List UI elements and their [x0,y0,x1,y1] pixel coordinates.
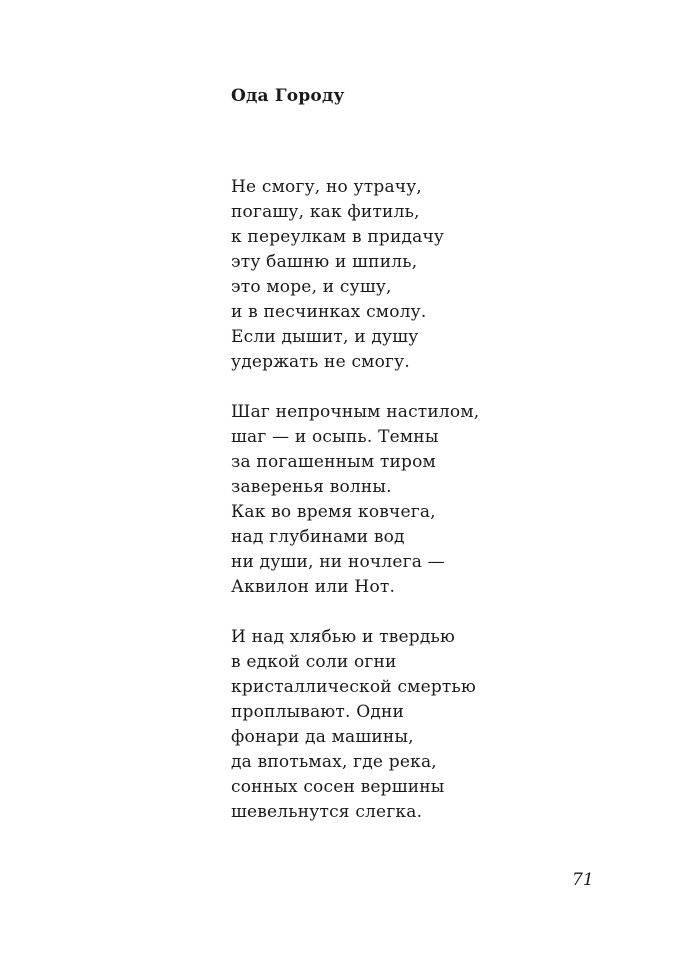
poem-line: Аквилон или Нот. [231,577,396,597]
poem-line: к переулкам в придачу [231,227,445,247]
poem-line: удержать не смогу. [231,352,410,372]
poem-line: проплывают. Одни [231,702,405,722]
poem-line: погашу, как фитиль, [231,202,420,222]
poem-line: в едкой соли огни [231,652,397,672]
poem-line: Как во время ковчега, [231,502,436,522]
poem-line: это море, и сушу, [231,277,392,297]
poem-line: заверенья волны. [231,477,392,497]
poem-line: да впотьмах, где река, [231,752,437,772]
poem-line: за погашенным тиром [231,452,436,472]
poem-line: над глубинами вод [231,527,405,547]
poem-line: Не смогу, но утрачу, [231,177,423,197]
page-number: 71 [572,870,594,890]
poem-line: Если дышит, и душу [231,327,419,347]
poem-title: Ода Городу [231,86,345,106]
poem-line: фонари да машины, [231,727,414,747]
poem-line: шаг — и осыпь. Темны [231,427,439,447]
poem-line: и в песчинках смолу. [231,302,427,322]
poem-line: эту башню и шпиль, [231,252,418,272]
poem-body [231,175,631,850]
poem-line: кристаллической смертью [231,677,476,697]
stanza-2 [231,400,631,600]
poem-line: шевельнутся слегка. [231,802,423,822]
poem-line: ни души, ни ночлега — [231,552,445,572]
poem-line: Шаг непрочным настилом, [231,402,480,422]
poem-line: И над хлябью и твердью [231,627,455,647]
poem-line: сонных сосен вершины [231,777,445,797]
stanza-1 [231,175,631,375]
stanza-3 [231,625,631,825]
